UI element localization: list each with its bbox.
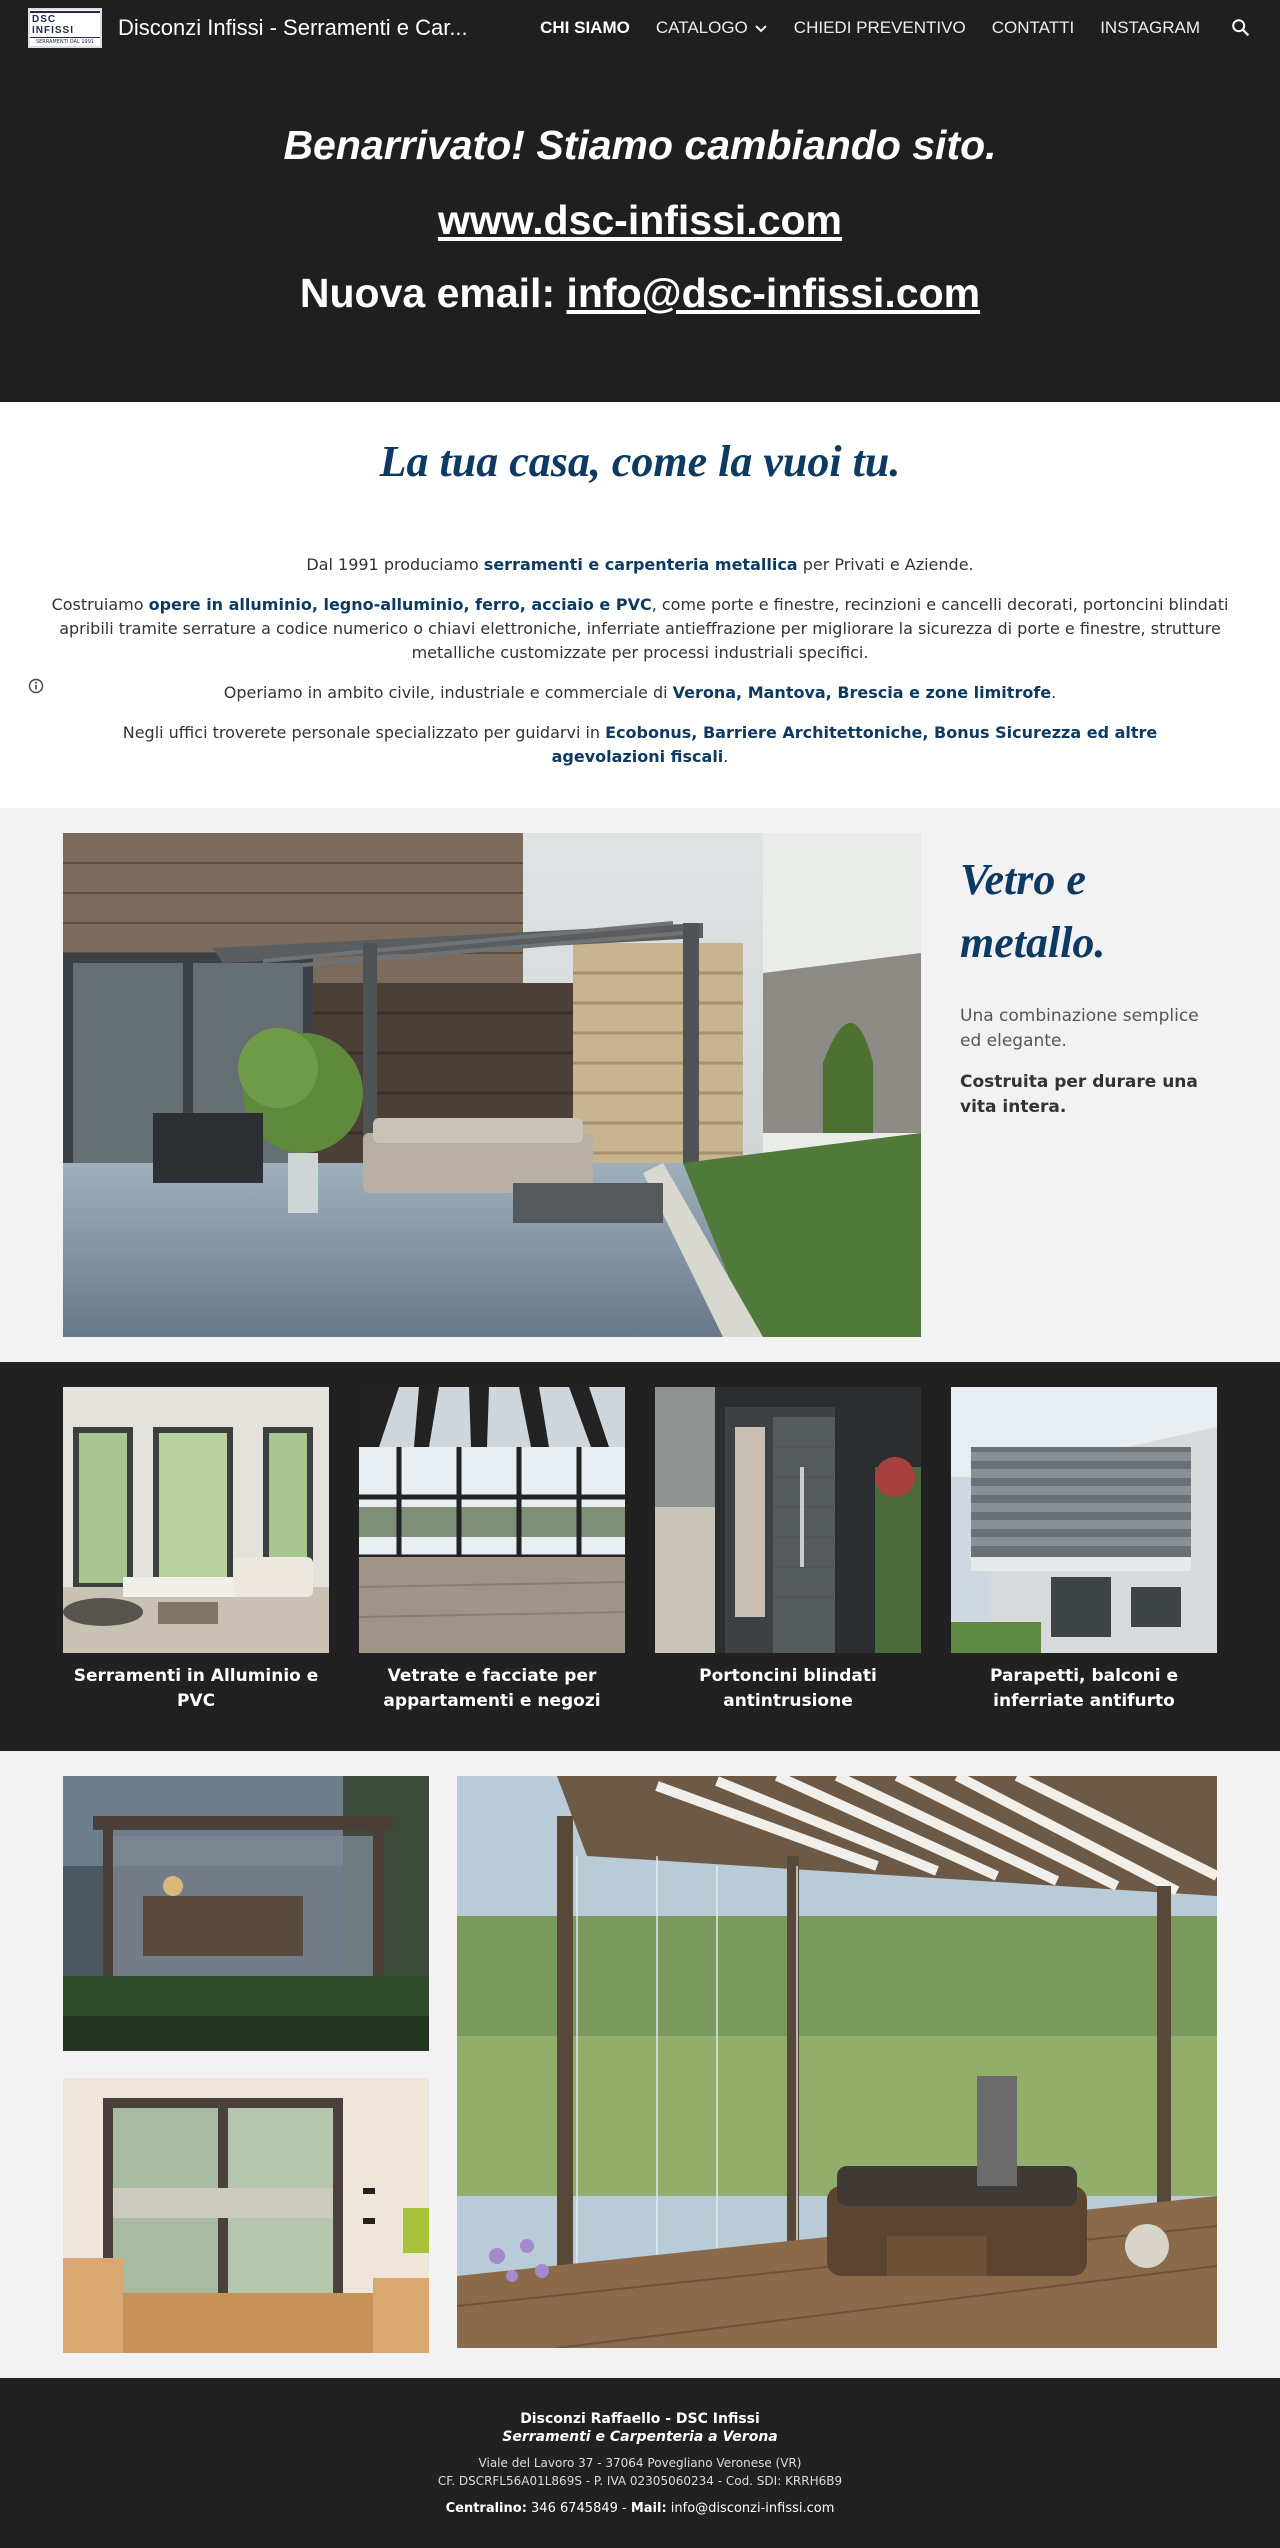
- text: Costruiamo: [51, 595, 149, 614]
- info-icon[interactable]: [28, 678, 44, 694]
- footer-mail-label: Mail:: [630, 2501, 667, 2516]
- products-section: [0, 1362, 1280, 1751]
- product-image-parapetti[interactable]: [951, 1387, 1217, 1653]
- text: .: [723, 747, 729, 766]
- footer-contacts: [0, 2500, 1280, 2518]
- site-logo[interactable]: [28, 8, 102, 48]
- vetro-tagline: Costruita per durare una vita intera.: [960, 1072, 1198, 1117]
- product-image-vetrate[interactable]: [359, 1387, 625, 1653]
- hero-email-link[interactable]: info@dsc-infissi.com: [566, 270, 981, 316]
- gallery-image-sliding-door: [63, 2078, 429, 2353]
- text: Negli uffici troverete personale specializzato per guidarvi in: [122, 723, 606, 742]
- vetro-description: Una combinazione semplice ed elegante.: [960, 1006, 1199, 1051]
- vetro-text-block: [960, 848, 1210, 1120]
- highlight: opere in alluminio, legno-alluminio, ferro, acciaio e PVC: [148, 595, 652, 614]
- footer-phone[interactable]: 346 6745849 -: [526, 2501, 631, 2516]
- vetro-title: Vetro e metallo.: [960, 855, 1106, 967]
- gallery-image-pergola-lounge: [457, 1776, 1217, 2348]
- menu-item-chiedi-preventivo[interactable]: CHIEDI PREVENTIVO: [793, 18, 966, 37]
- highlight: serramenti e carpenteria metallica: [483, 555, 798, 574]
- hero-heading: Benarrivato! Stiamo cambiando sito.: [283, 122, 997, 168]
- main-menu: [540, 17, 1252, 39]
- highlight: Verona, Mantova, Brescia e zone limitrofe: [672, 683, 1052, 702]
- gallery-image-glass-pergola-night: [63, 1776, 429, 2051]
- product-image-serramenti[interactable]: [63, 1387, 329, 1653]
- intro-paragraph-4: [90, 721, 1190, 769]
- footer-address: Viale del Lavoro 37 - 37064 Povegliano Veronese (VR): [478, 2456, 802, 2470]
- footer-mail[interactable]: info@disconzi-infissi.com: [666, 2501, 835, 2516]
- menu-item-chi-siamo[interactable]: CHI SIAMO: [540, 18, 630, 37]
- hero-email-prefix: Nuova email:: [299, 270, 567, 316]
- product-caption-parapetti[interactable]: Parapetti, balconi e inferriate antifurto: [989, 1666, 1179, 1711]
- vetro-metallo-section: [0, 808, 1280, 1362]
- product-caption-portoncini[interactable]: Portoncini blindati antintrusione: [699, 1666, 877, 1711]
- footer-company-name: Disconzi Raffaello - DSC Infissi: [520, 2411, 760, 2427]
- intro-paragraph-3: [40, 681, 1240, 705]
- text: .: [1051, 683, 1057, 702]
- gallery-section: [0, 1751, 1280, 2378]
- product-image-portoncini[interactable]: [655, 1387, 921, 1653]
- hero-website-link[interactable]: www.dsc-infissi.com: [437, 197, 842, 243]
- product-caption-vetrate[interactable]: Vetrate e facciate per appartamenti e negozi: [383, 1666, 601, 1711]
- top-nav: [0, 0, 1280, 56]
- text: per Privati e Aziende.: [797, 555, 974, 574]
- product-card-portoncini[interactable]: [655, 1387, 921, 1714]
- intro-section: [0, 402, 1280, 808]
- intro-paragraph-2: [40, 593, 1240, 665]
- text: Dal 1991 produciamo: [306, 555, 484, 574]
- search-icon[interactable]: [1230, 17, 1252, 39]
- product-card-vetrate[interactable]: [359, 1387, 625, 1714]
- menu-item-contatti[interactable]: CONTATTI: [991, 18, 1075, 37]
- chevron-down-icon: [754, 21, 768, 35]
- logo-text: DSC INFISSI: [30, 11, 100, 38]
- footer-phone-label: Centralino:: [445, 2501, 527, 2516]
- menu-item-catalogo[interactable]: [656, 18, 768, 38]
- text: , come porte e finestre, recinzioni e cancelli decorati, portoncini blindati apribili tramite serrature a codice numerico o chiavi elettroniche, inferriate antieffrazione per migliorare la sicurezza di porte e finestre, strutture metalliche customizzate per processi industriali specifici.: [59, 595, 1229, 662]
- hero-email-line: [0, 270, 1280, 317]
- pergola-image: [63, 833, 921, 1337]
- intro-title: La tua casa, come la vuoi tu.: [379, 437, 901, 486]
- highlight: Ecobonus, Barriere Architettoniche, Bonus Sicurezza ed altre agevolazioni fiscali: [551, 723, 1158, 766]
- menu-item-instagram[interactable]: INSTAGRAM: [1100, 18, 1200, 37]
- product-card-parapetti[interactable]: [951, 1387, 1217, 1714]
- site-footer: [0, 2378, 1280, 2548]
- footer-subtitle: Serramenti e Carpenteria a Verona: [502, 2429, 778, 2445]
- site-title[interactable]: Disconzi Infissi - Serramenti e Car...: [118, 15, 468, 40]
- logo-subtext: SERRAMENTI DAL 1991: [35, 39, 95, 45]
- product-card-serramenti[interactable]: [63, 1387, 329, 1714]
- text: Operiamo in ambito civile, industriale e commerciale di: [223, 683, 673, 702]
- menu-item-catalogo-label: CATALOGO: [655, 18, 748, 37]
- footer-fiscal-info: CF. DSCRFL56A01L869S - P. IVA 02305060234 - Cod. SDI: KRRH6B9: [437, 2474, 843, 2488]
- product-caption-serramenti[interactable]: Serramenti in Alluminio e PVC: [73, 1666, 319, 1711]
- hero-banner: [0, 0, 1280, 402]
- intro-paragraph-1: [40, 553, 1240, 577]
